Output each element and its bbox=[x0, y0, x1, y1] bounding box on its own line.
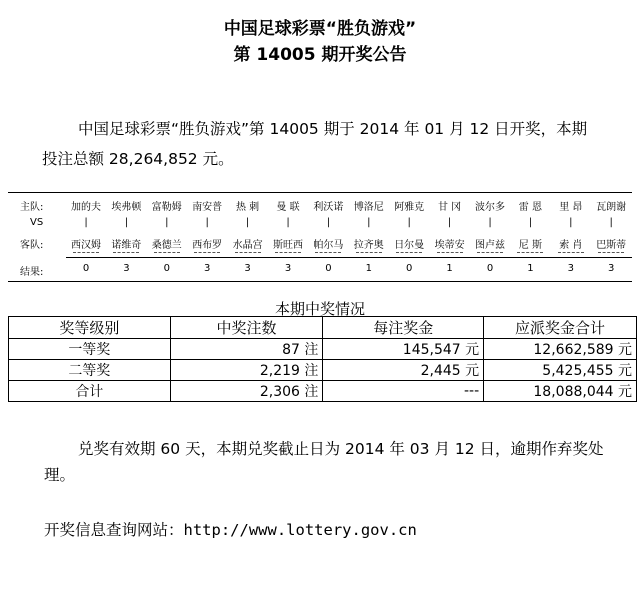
home-team: 南安普 bbox=[192, 202, 223, 213]
home-team: 甘 冈 bbox=[438, 202, 462, 213]
home-team: 瓦朗谢 bbox=[596, 202, 627, 213]
home-team: 埃弗顿 bbox=[111, 202, 142, 213]
team-separator bbox=[315, 252, 341, 253]
home-team: 曼 联 bbox=[276, 202, 300, 213]
away-team: 日尔曼 bbox=[394, 240, 425, 251]
away-team: 桑德兰 bbox=[151, 240, 182, 251]
total-prize: 18,088,044 元 bbox=[484, 381, 637, 402]
table-row bbox=[9, 360, 637, 381]
header-winning-count: 中奖注数 bbox=[170, 317, 323, 339]
team-separator bbox=[437, 252, 463, 253]
vs-mark: | bbox=[124, 217, 129, 228]
home-team: 博洛尼 bbox=[353, 202, 384, 213]
vs-mark: | bbox=[609, 217, 613, 228]
away-team: 埃蒂安 bbox=[434, 240, 465, 251]
website-link[interactable]: http://www.lottery.gov.cn bbox=[183, 521, 417, 539]
prize-section-title: 本期中奖情况 bbox=[274, 300, 365, 318]
notice-line-1: 兑奖有效期 60 天，本期兑奖截止日为 2014 年 03 月 12 日，逾期作弃奖处 bbox=[78, 440, 604, 458]
away-team: 帕尔马 bbox=[313, 240, 344, 251]
header-prize-level: 奖等级别 bbox=[9, 317, 171, 339]
vs-mark: | bbox=[165, 217, 169, 228]
home-team: 波尔多 bbox=[475, 202, 505, 213]
prize-table bbox=[8, 316, 637, 402]
match-result: 1 bbox=[527, 263, 534, 274]
vs-mark: | bbox=[367, 217, 371, 228]
header-total-prize: 应派奖金合计 bbox=[484, 317, 637, 339]
table-row bbox=[9, 381, 637, 402]
vs-mark: | bbox=[407, 217, 411, 228]
result-divider bbox=[66, 257, 632, 258]
prize-per-bet: 2,445 元 bbox=[323, 360, 484, 381]
match-result: 1 bbox=[365, 263, 372, 274]
total-prize: 12,662,589 元 bbox=[484, 339, 637, 360]
prize-level: 二等奖 bbox=[9, 360, 171, 381]
prize-per-bet: --- bbox=[323, 381, 484, 402]
redemption-notice bbox=[44, 436, 640, 488]
match-result: 3 bbox=[204, 263, 211, 274]
home-team: 里 昂 bbox=[559, 202, 583, 213]
notice-line-2: 理。 bbox=[44, 466, 76, 484]
match-result: 0 bbox=[163, 263, 170, 274]
vs-mark: | bbox=[326, 217, 331, 228]
vs-mark: | bbox=[569, 217, 573, 228]
home-label: 主队: bbox=[20, 202, 44, 213]
intro-line-1: 中国足球彩票“胜负游戏”第 14005 期于 2014 年 01 月 12 日开奖，本期 bbox=[78, 120, 588, 138]
prize-level: 合计 bbox=[9, 381, 171, 402]
match-result: 0 bbox=[486, 263, 494, 274]
home-team: 雷 恩 bbox=[518, 202, 542, 213]
team-separator bbox=[558, 252, 584, 253]
match-result: 3 bbox=[567, 263, 574, 274]
vs-mark: | bbox=[205, 217, 209, 228]
prize-header-row bbox=[9, 317, 637, 339]
vs-mark: | bbox=[447, 217, 452, 228]
away-team: 水晶宫 bbox=[232, 240, 263, 251]
home-team: 富勒姆 bbox=[151, 202, 182, 213]
away-team: 索 肖 bbox=[559, 240, 583, 251]
match-result: 3 bbox=[244, 263, 251, 274]
total-prize: 5,425,455 元 bbox=[484, 360, 637, 381]
team-separator bbox=[235, 252, 261, 253]
match-result: 0 bbox=[325, 263, 332, 274]
away-team: 拉齐奥 bbox=[353, 240, 384, 251]
away-team: 尼 斯 bbox=[518, 240, 542, 251]
issue-title: 第 14005 期开奖公告 bbox=[233, 45, 407, 65]
prize-level: 一等奖 bbox=[9, 339, 171, 360]
team-separator bbox=[477, 252, 503, 253]
website-line bbox=[44, 518, 417, 540]
team-separator bbox=[517, 252, 543, 253]
team-separator bbox=[396, 252, 422, 253]
announcement-title: 中国足球彩票“胜负游戏” bbox=[223, 19, 417, 39]
team-separator bbox=[275, 252, 301, 253]
vs-mark: | bbox=[84, 217, 88, 228]
team-separator bbox=[356, 252, 382, 253]
team-separator bbox=[598, 252, 624, 253]
vs-mark: | bbox=[245, 217, 250, 228]
intro-line-2: 投注总额 28,264,852 元。 bbox=[42, 150, 234, 168]
match-table bbox=[8, 192, 632, 282]
home-team: 热 刺 bbox=[236, 202, 260, 213]
away-team: 西布罗 bbox=[192, 240, 223, 251]
winning-count: 87 注 bbox=[170, 339, 323, 360]
away-team: 斯旺西 bbox=[273, 240, 303, 251]
vs-mark: | bbox=[488, 217, 492, 228]
home-team: 加的夫 bbox=[71, 202, 101, 213]
away-team: 诺维奇 bbox=[111, 240, 142, 251]
header-prize-per-bet: 每注奖金 bbox=[323, 317, 484, 339]
match-result: 3 bbox=[123, 263, 130, 274]
home-team: 阿雅克 bbox=[394, 202, 425, 213]
vs-mark: | bbox=[286, 217, 290, 228]
away-team: 图卢兹 bbox=[475, 240, 505, 251]
team-separator bbox=[113, 252, 139, 253]
intro-paragraph bbox=[42, 115, 627, 173]
result-label: 结果: bbox=[20, 267, 44, 278]
website-label: 开奖信息查询网站： bbox=[44, 521, 184, 539]
away-label: 客队: bbox=[20, 240, 44, 251]
team-separator bbox=[154, 252, 180, 253]
away-team: 巴斯蒂 bbox=[596, 240, 627, 251]
away-team: 西汉姆 bbox=[71, 240, 101, 251]
team-separator bbox=[73, 252, 99, 253]
team-separator bbox=[194, 252, 220, 253]
match-result: 1 bbox=[446, 263, 453, 274]
table-row bbox=[9, 339, 637, 360]
match-result: 3 bbox=[284, 263, 292, 274]
prize-per-bet: 145,547 元 bbox=[323, 339, 484, 360]
winning-count: 2,219 注 bbox=[170, 360, 323, 381]
home-team: 利沃诺 bbox=[313, 202, 344, 213]
match-result: 0 bbox=[82, 263, 90, 274]
vs-label: VS bbox=[30, 217, 44, 228]
vs-mark: | bbox=[528, 217, 533, 228]
winning-count: 2,306 注 bbox=[170, 381, 323, 402]
match-result: 3 bbox=[608, 263, 615, 274]
match-result: 0 bbox=[406, 263, 413, 274]
